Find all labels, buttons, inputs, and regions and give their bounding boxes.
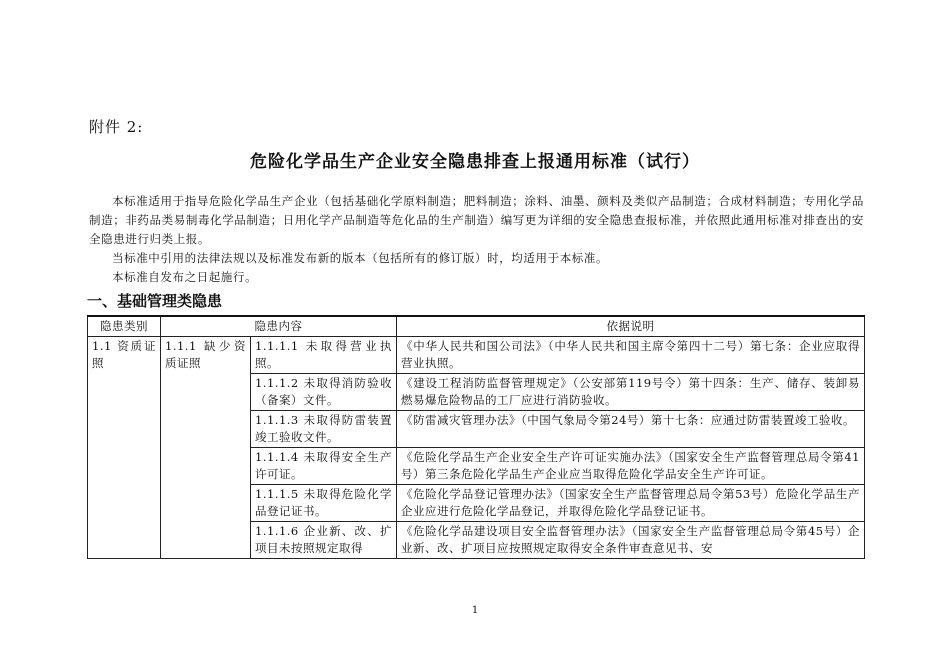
basis-cell: 《建设工程消防监督管理规定》（公安部第119号令）第十四条：生产、储存、装卸易燃易爆危险物品的工厂应进行消防验收。 [397, 374, 865, 411]
table-header-row [88, 316, 865, 337]
category-cell: 1.1 资质证照 [88, 337, 161, 559]
hazard-table [87, 315, 865, 559]
header-basis: 依据说明 [397, 316, 865, 337]
basis-cell: 《防雷减灾管理办法》（中国气象局令第24号）第十七条：应通过防雷装置竣工验收。 [397, 411, 865, 448]
item-cell: 1.1.1.5 未取得危险化学品登记证书。 [251, 485, 397, 522]
item-cell: 1.1.1.2 未取得消防验收（备案）文件。 [251, 374, 397, 411]
table-row [88, 337, 865, 374]
basis-cell: 《危险化学品生产企业安全生产许可证实施办法》（国家安全生产监督管理总局令第41号）第三条危险化学品生产企业应当取得危险化学品安全生产许可证。 [397, 448, 865, 485]
attachment-label: 附件 2: [89, 118, 144, 136]
intro-paragraph: 本标准适用于指导危险化学品生产企业（包括基础化学原料制造；肥料制造；涂料、油墨、颜料及类似产品制造；合成材料制造；专用化学品制造；非药品类易制毒化学品制造；日用化学产品制造等危化品的生产制造）编写更为详细的安全隐患查报标准，并依照此通用标准对排查出的安全隐患进行归类上报。 [89, 194, 864, 246]
intro-paragraph: 当标准中引用的法律法规以及标准发布新的版本（包括所有的修订版）时，均适用于本标准。 [112, 251, 609, 265]
basis-cell: 《中华人民共和国公司法》（中华人民共和国主席令第四十二号）第七条：企业应取得营业执照。 [397, 337, 865, 374]
header-category: 隐患类别 [88, 316, 161, 337]
item-cell: 1.1.1.4 未取得安全生产许可证。 [251, 448, 397, 485]
page-number: 1 [471, 605, 479, 616]
section-title: 一、基础管理类隐患 [87, 292, 223, 310]
subcategory-cell: 1.1.1 缺少资质证照 [161, 337, 251, 559]
basis-cell: 《危险化学品登记管理办法》（国家安全生产监督管理总局令第53号）危险化学品生产企业应进行危险化学品登记，并取得危险化学品登记证书。 [397, 485, 865, 522]
document-title: 危险化学品生产企业安全隐患排查上报通用标准（试行） [250, 152, 700, 172]
basis-cell: 《危险化学品建设项目安全监督管理办法》（国家安全生产监督管理总局令第45号）企业新、改、扩项目应按照规定取得安全条件审查意见书、安 [397, 522, 865, 559]
header-content: 隐患内容 [161, 316, 397, 337]
item-cell: 1.1.1.1 未取得营业执照。 [251, 337, 397, 374]
item-cell: 1.1.1.6 企业新、改、扩项目未按照规定取得 [251, 522, 397, 559]
intro-paragraph: 本标准自发布之日起施行。 [112, 270, 258, 284]
item-cell: 1.1.1.3 未取得防雷装置竣工验收文件。 [251, 411, 397, 448]
